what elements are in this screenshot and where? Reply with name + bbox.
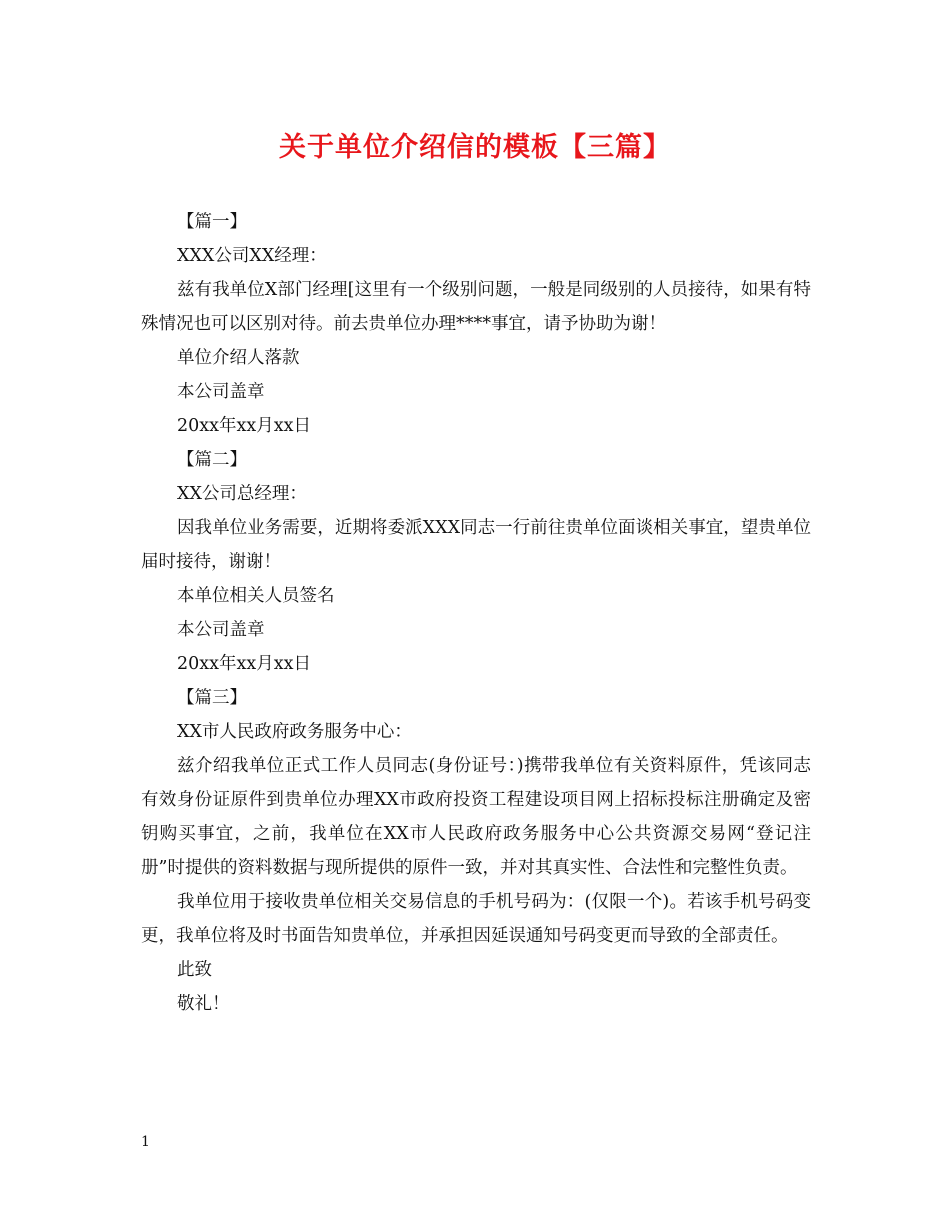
section2-body: 因我单位业务需要，近期将委派XXX同志一行前往贵单位面谈相关事宜，望贵单位届时接待，谢谢！ xyxy=(141,518,811,572)
section3-closing-2: 敬礼！ xyxy=(177,994,230,1014)
section1-seal: 本公司盖章 xyxy=(177,382,265,402)
section1-body: 兹有我单位X部门经理[这里有一个级别问题，一般是同级别的人员接待，如果有特殊情况也可以区别对待。前去贵单位办理****事宜，请予协助为谢！ xyxy=(141,280,811,334)
section2-heading: 【篇二】 xyxy=(177,450,247,470)
section2-date: 20xx年xx月xx日 xyxy=(177,654,311,674)
section1-salutation: XXX公司XX经理： xyxy=(177,246,327,266)
section3-salutation: XX市人民政府政务服务中心： xyxy=(177,722,412,742)
section1-heading: 【篇一】 xyxy=(177,212,247,232)
section2-salutation: XX公司总经理： xyxy=(177,484,307,504)
section3-body-1: 兹介绍我单位正式工作人员同志(身份证号：)携带我单位有关资料原件，凭该同志有效身份证原件到贵单位办理XX市政府投资工程建设项目网上招标投标注册确定及密钥购买事宜，之前，我单位在XX市人民政府政务服务中心公共资源交易网“登记注册”时提供的资料数据与现所提供的原件一致，并对其真实性、合法性和完整性负责。 xyxy=(141,756,811,878)
section2-signer: 本单位相关人员签名 xyxy=(177,586,335,606)
section3-heading: 【篇三】 xyxy=(177,688,247,708)
section2-seal: 本公司盖章 xyxy=(177,620,265,640)
section1-signer: 单位介绍人落款 xyxy=(177,348,300,368)
section3-closing-1: 此致 xyxy=(177,960,212,980)
document-body xyxy=(141,205,811,1021)
document-title: 关于单位介绍信的模板【三篇】 xyxy=(279,132,671,163)
section1-date: 20xx年xx月xx日 xyxy=(177,416,311,436)
section3-body-2: 我单位用于接收贵单位相关交易信息的手机号码为：(仅限一个)。若该手机号码变更，我单位将及时书面告知贵单位，并承担因延误通知号码变更而导致的全部责任。 xyxy=(141,892,811,946)
page-number: 1 xyxy=(141,1134,150,1150)
